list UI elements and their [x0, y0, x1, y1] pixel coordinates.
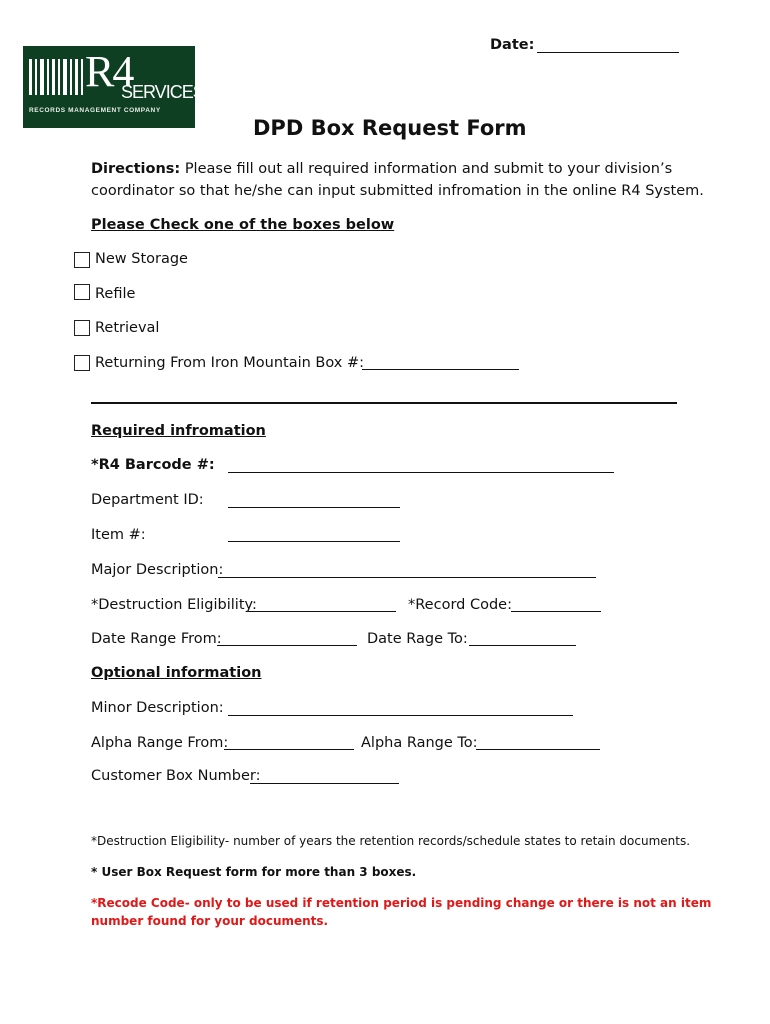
- record-code-field[interactable]: [511, 611, 601, 612]
- new-storage-checkbox[interactable]: [74, 252, 90, 268]
- major-description-label: Major Description:: [91, 562, 224, 578]
- refile-checkbox[interactable]: [74, 284, 90, 300]
- directions-line1: [91, 161, 672, 177]
- date-range-to-field[interactable]: [469, 645, 576, 646]
- item-number-label: Item #:: [91, 527, 146, 543]
- minor-description-label: Minor Description:: [91, 700, 224, 716]
- r4-services-logo: [23, 46, 204, 128]
- returning-iron-mountain-label: Returning From Iron Mountain Box #:: [95, 355, 365, 371]
- department-id-field[interactable]: [228, 507, 400, 508]
- new-storage-label: New Storage: [95, 251, 188, 267]
- alpha-range-to-field[interactable]: [476, 749, 600, 750]
- customer-box-number-label: Customer Box Number:: [91, 768, 261, 784]
- record-code-label: *Record Code:: [408, 597, 512, 613]
- date-range-to-label: Date Rage To:: [367, 631, 468, 647]
- recode-code-note-line2: number found for your documents.: [91, 914, 329, 928]
- returning-iron-mountain-checkbox[interactable]: [74, 355, 90, 371]
- logo-mark: R4: [85, 47, 133, 96]
- directions-label: Directions:: [91, 161, 181, 177]
- major-description-field[interactable]: [218, 577, 596, 578]
- r4-barcode-field[interactable]: [228, 472, 614, 473]
- logo-services: SERVICES: [121, 82, 204, 102]
- alpha-range-from-field[interactable]: [224, 749, 354, 750]
- item-number-field[interactable]: [228, 541, 400, 542]
- recode-code-note-line1: *Recode Code- only to be used if retention period is pending change or there is not an item: [91, 896, 712, 910]
- date-label: Date:: [490, 37, 535, 53]
- destruction-eligibility-label: *Destruction Eligibility:: [91, 597, 257, 613]
- department-id-label: Department ID:: [91, 492, 204, 508]
- destruction-eligibility-field[interactable]: [248, 611, 396, 612]
- iron-mountain-box-field[interactable]: [362, 369, 519, 370]
- required-heading: Required infromation: [91, 423, 266, 439]
- retrieval-checkbox[interactable]: [74, 320, 90, 336]
- customer-box-number-field[interactable]: [250, 783, 399, 784]
- page-title: DPD Box Request Form: [253, 116, 527, 140]
- section-divider: [91, 402, 677, 404]
- alpha-range-to-label: Alpha Range To:: [361, 735, 478, 751]
- user-box-request-note: * User Box Request form for more than 3 boxes.: [91, 865, 417, 879]
- directions-line2: coordinator so that he/she can input submitted infromation in the online R4 System.: [91, 183, 704, 199]
- refile-label: Refile: [95, 286, 136, 302]
- date-range-from-label: Date Range From:: [91, 631, 222, 647]
- alpha-range-from-label: Alpha Range From:: [91, 735, 229, 751]
- date-range-from-field[interactable]: [217, 645, 357, 646]
- barcode-logo-icon: [29, 59, 85, 95]
- destruction-eligibility-note: *Destruction Eligibility- number of years the retention records/schedule states to retain documents.: [91, 834, 691, 848]
- logo-company: RECORDS MANAGEMENT COMPANY: [29, 107, 161, 114]
- date-field[interactable]: [537, 52, 679, 53]
- directions-text1: Please fill out all required information and submit to your division’s: [184, 161, 673, 177]
- optional-heading: Optional information: [91, 665, 262, 681]
- retrieval-label: Retrieval: [95, 320, 160, 336]
- check-heading: Please Check one of the boxes below: [91, 217, 395, 233]
- r4-barcode-label: *R4 Barcode #:: [91, 457, 215, 473]
- minor-description-field[interactable]: [228, 715, 573, 716]
